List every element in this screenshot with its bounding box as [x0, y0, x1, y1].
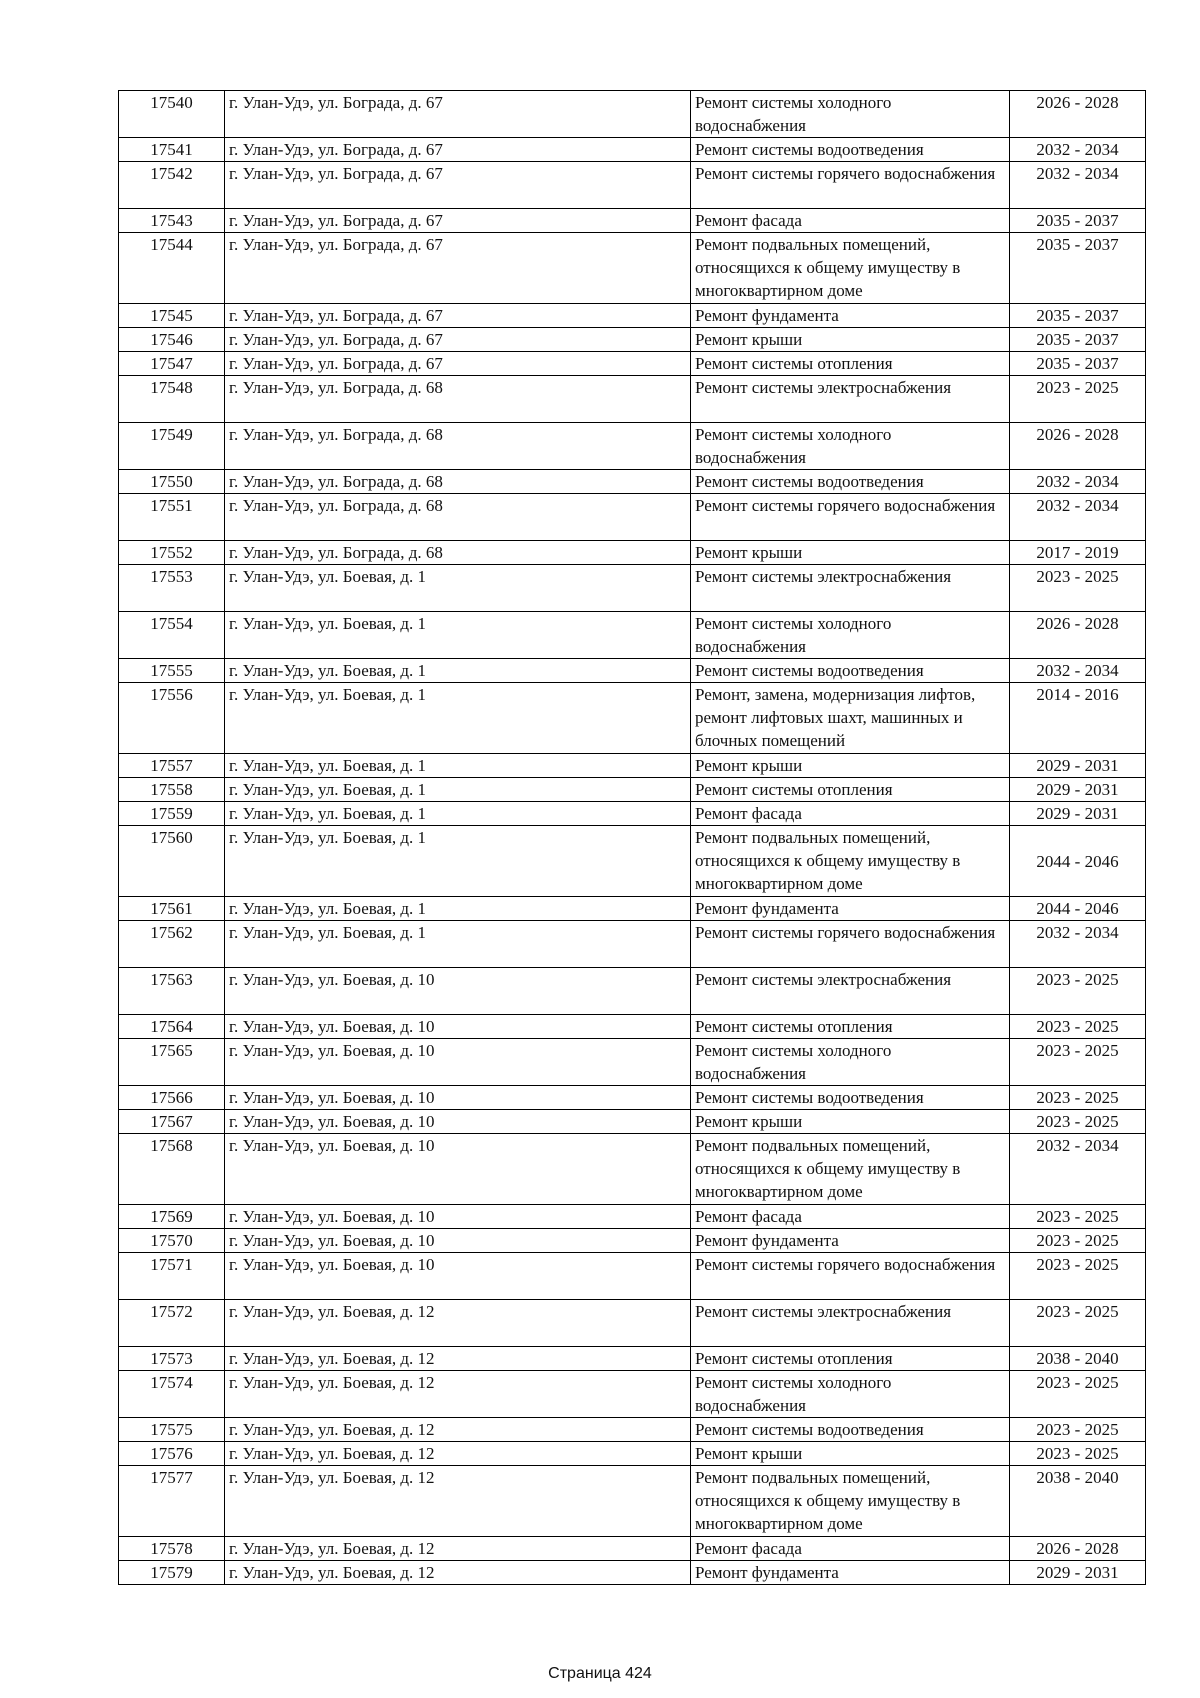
row-number: 17547 [119, 352, 225, 376]
row-number: 17541 [119, 138, 225, 162]
address-cell: г. Улан-Удэ, ул. Боевая, д. 10 [225, 968, 691, 1015]
table-row [119, 1205, 1146, 1229]
work-type-cell: Ремонт подвальных помещений, относящихся к общему имуществу в многоквартирном доме [691, 826, 1010, 897]
row-number: 17576 [119, 1442, 225, 1466]
table-row [119, 494, 1146, 541]
row-number: 17564 [119, 1015, 225, 1039]
repair-schedule-table [118, 90, 1146, 1585]
address-cell: г. Улан-Удэ, ул. Боевая, д. 10 [225, 1086, 691, 1110]
address-cell: г. Улан-Удэ, ул. Боевая, д. 10 [225, 1039, 691, 1086]
work-type-cell: Ремонт крыши [691, 1442, 1010, 1466]
row-number: 17566 [119, 1086, 225, 1110]
period-cell: 2023 - 2025 [1010, 376, 1146, 423]
address-cell: г. Улан-Удэ, ул. Боевая, д. 12 [225, 1347, 691, 1371]
row-number: 17551 [119, 494, 225, 541]
row-number: 17556 [119, 683, 225, 754]
address-cell: г. Улан-Удэ, ул. Боевая, д. 1 [225, 897, 691, 921]
work-type-cell: Ремонт системы водоотведения [691, 470, 1010, 494]
work-type-cell: Ремонт системы электроснабжения [691, 1300, 1010, 1347]
address-cell: г. Улан-Удэ, ул. Боевая, д. 12 [225, 1371, 691, 1418]
table-row [119, 1442, 1146, 1466]
address-cell: г. Улан-Удэ, ул. Боевая, д. 1 [225, 683, 691, 754]
period-cell: 2023 - 2025 [1010, 1205, 1146, 1229]
period-cell: 2032 - 2034 [1010, 494, 1146, 541]
table-row [119, 138, 1146, 162]
work-type-cell: Ремонт системы горячего водоснабжения [691, 1253, 1010, 1300]
work-type-cell: Ремонт подвальных помещений, относящихся к общему имуществу в многоквартирном доме [691, 1134, 1010, 1205]
address-cell: г. Улан-Удэ, ул. Боевая, д. 10 [225, 1134, 691, 1205]
period-cell: 2044 - 2046 [1010, 897, 1146, 921]
row-number: 17561 [119, 897, 225, 921]
work-type-cell: Ремонт фундамента [691, 1229, 1010, 1253]
row-number: 17544 [119, 233, 225, 304]
address-cell: г. Улан-Удэ, ул. Бограда, д. 68 [225, 494, 691, 541]
table-row [119, 1371, 1146, 1418]
table-row [119, 1015, 1146, 1039]
period-cell: 2026 - 2028 [1010, 423, 1146, 470]
table-row [119, 541, 1146, 565]
row-number: 17546 [119, 328, 225, 352]
period-cell: 2032 - 2034 [1010, 162, 1146, 209]
row-number: 17555 [119, 659, 225, 683]
row-number: 17548 [119, 376, 225, 423]
period-cell: 2035 - 2037 [1010, 328, 1146, 352]
period-cell: 2035 - 2037 [1010, 233, 1146, 304]
period-cell: 2029 - 2031 [1010, 754, 1146, 778]
table-row [119, 1229, 1146, 1253]
address-cell: г. Улан-Удэ, ул. Боевая, д. 10 [225, 1205, 691, 1229]
table-row [119, 376, 1146, 423]
work-type-cell: Ремонт крыши [691, 541, 1010, 565]
row-number: 17575 [119, 1418, 225, 1442]
address-cell: г. Улан-Удэ, ул. Бограда, д. 68 [225, 423, 691, 470]
table-row [119, 1086, 1146, 1110]
row-number: 17549 [119, 423, 225, 470]
address-cell: г. Улан-Удэ, ул. Боевая, д. 1 [225, 921, 691, 968]
period-cell: 2032 - 2034 [1010, 659, 1146, 683]
work-type-cell: Ремонт системы холодного водоснабжения [691, 423, 1010, 470]
table-row [119, 1418, 1146, 1442]
address-cell: г. Улан-Удэ, ул. Бограда, д. 67 [225, 209, 691, 233]
row-number: 17554 [119, 612, 225, 659]
address-cell: г. Улан-Удэ, ул. Боевая, д. 12 [225, 1537, 691, 1561]
table-row [119, 968, 1146, 1015]
work-type-cell: Ремонт фасада [691, 1537, 1010, 1561]
period-cell: 2023 - 2025 [1010, 1418, 1146, 1442]
period-cell: 2032 - 2034 [1010, 470, 1146, 494]
table-row [119, 352, 1146, 376]
address-cell: г. Улан-Удэ, ул. Боевая, д. 10 [225, 1229, 691, 1253]
table-row [119, 1253, 1146, 1300]
table-row [119, 328, 1146, 352]
work-type-cell: Ремонт подвальных помещений, относящихся к общему имуществу в многоквартирном доме [691, 233, 1010, 304]
work-type-cell: Ремонт фасада [691, 1205, 1010, 1229]
period-cell: 2023 - 2025 [1010, 1442, 1146, 1466]
table-body [119, 91, 1146, 1585]
address-cell: г. Улан-Удэ, ул. Бограда, д. 67 [225, 304, 691, 328]
address-cell: г. Улан-Удэ, ул. Боевая, д. 1 [225, 612, 691, 659]
work-type-cell: Ремонт крыши [691, 1110, 1010, 1134]
work-type-cell: Ремонт системы электроснабжения [691, 968, 1010, 1015]
address-cell: г. Улан-Удэ, ул. Боевая, д. 1 [225, 754, 691, 778]
address-cell: г. Улан-Удэ, ул. Боевая, д. 12 [225, 1300, 691, 1347]
row-number: 17570 [119, 1229, 225, 1253]
address-cell: г. Улан-Удэ, ул. Бограда, д. 68 [225, 541, 691, 565]
table-row [119, 1110, 1146, 1134]
work-type-cell: Ремонт фасада [691, 209, 1010, 233]
row-number: 17578 [119, 1537, 225, 1561]
table-row [119, 659, 1146, 683]
work-type-cell: Ремонт фундамента [691, 1561, 1010, 1585]
period-cell: 2029 - 2031 [1010, 1561, 1146, 1585]
address-cell: г. Улан-Удэ, ул. Боевая, д. 1 [225, 826, 691, 897]
work-type-cell: Ремонт крыши [691, 328, 1010, 352]
row-number: 17567 [119, 1110, 225, 1134]
work-type-cell: Ремонт системы отопления [691, 1347, 1010, 1371]
work-type-cell: Ремонт фасада [691, 802, 1010, 826]
row-number: 17542 [119, 162, 225, 209]
address-cell: г. Улан-Удэ, ул. Боевая, д. 1 [225, 778, 691, 802]
work-type-cell: Ремонт фундамента [691, 897, 1010, 921]
period-cell: 2023 - 2025 [1010, 1110, 1146, 1134]
period-cell: 2023 - 2025 [1010, 1039, 1146, 1086]
table-row [119, 1537, 1146, 1561]
address-cell: г. Улан-Удэ, ул. Бограда, д. 68 [225, 376, 691, 423]
period-cell: 2035 - 2037 [1010, 352, 1146, 376]
address-cell: г. Улан-Удэ, ул. Боевая, д. 12 [225, 1466, 691, 1537]
period-cell: 2026 - 2028 [1010, 1537, 1146, 1561]
address-cell: г. Улан-Удэ, ул. Боевая, д. 10 [225, 1253, 691, 1300]
address-cell: г. Улан-Удэ, ул. Бограда, д. 67 [225, 233, 691, 304]
period-cell: 2035 - 2037 [1010, 209, 1146, 233]
address-cell: г. Улан-Удэ, ул. Боевая, д. 12 [225, 1561, 691, 1585]
row-number: 17543 [119, 209, 225, 233]
work-type-cell: Ремонт системы водоотведения [691, 659, 1010, 683]
work-type-cell: Ремонт системы холодного водоснабжения [691, 1039, 1010, 1086]
work-type-cell: Ремонт системы электроснабжения [691, 565, 1010, 612]
period-cell: 2023 - 2025 [1010, 1015, 1146, 1039]
row-number: 17568 [119, 1134, 225, 1205]
table-row [119, 754, 1146, 778]
table-row [119, 1347, 1146, 1371]
table-row [119, 91, 1146, 138]
table-row [119, 921, 1146, 968]
row-number: 17545 [119, 304, 225, 328]
table-row [119, 1300, 1146, 1347]
period-cell: 2023 - 2025 [1010, 1229, 1146, 1253]
work-type-cell: Ремонт системы отопления [691, 778, 1010, 802]
row-number: 17553 [119, 565, 225, 612]
work-type-cell: Ремонт системы электроснабжения [691, 376, 1010, 423]
table-row [119, 162, 1146, 209]
table-row [119, 1134, 1146, 1205]
table-row [119, 612, 1146, 659]
table-row [119, 1466, 1146, 1537]
row-number: 17550 [119, 470, 225, 494]
row-number: 17565 [119, 1039, 225, 1086]
address-cell: г. Улан-Удэ, ул. Бограда, д. 68 [225, 470, 691, 494]
row-number: 17559 [119, 802, 225, 826]
work-type-cell: Ремонт системы отопления [691, 352, 1010, 376]
address-cell: г. Улан-Удэ, ул. Бограда, д. 67 [225, 162, 691, 209]
address-cell: г. Улан-Удэ, ул. Боевая, д. 1 [225, 659, 691, 683]
period-cell: 2035 - 2037 [1010, 304, 1146, 328]
row-number: 17579 [119, 1561, 225, 1585]
row-number: 17557 [119, 754, 225, 778]
work-type-cell: Ремонт системы водоотведения [691, 1086, 1010, 1110]
address-cell: г. Улан-Удэ, ул. Бограда, д. 67 [225, 352, 691, 376]
work-type-cell: Ремонт системы горячего водоснабжения [691, 494, 1010, 541]
page-number-footer: Страница 424 [548, 1665, 652, 1682]
table-row [119, 1039, 1146, 1086]
work-type-cell: Ремонт системы холодного водоснабжения [691, 1371, 1010, 1418]
period-cell: 2014 - 2016 [1010, 683, 1146, 754]
period-cell: 2029 - 2031 [1010, 802, 1146, 826]
address-cell: г. Улан-Удэ, ул. Бограда, д. 67 [225, 91, 691, 138]
table-row [119, 233, 1146, 304]
period-cell: 2023 - 2025 [1010, 1371, 1146, 1418]
period-cell: 2032 - 2034 [1010, 138, 1146, 162]
address-cell: г. Улан-Удэ, ул. Боевая, д. 12 [225, 1418, 691, 1442]
address-cell: г. Улан-Удэ, ул. Боевая, д. 10 [225, 1015, 691, 1039]
period-cell: 2026 - 2028 [1010, 91, 1146, 138]
period-cell: 2023 - 2025 [1010, 565, 1146, 612]
period-cell: 2038 - 2040 [1010, 1466, 1146, 1537]
period-cell: 2044 - 2046 [1010, 826, 1146, 897]
work-type-cell: Ремонт подвальных помещений, относящихся к общему имуществу в многоквартирном доме [691, 1466, 1010, 1537]
work-type-cell: Ремонт системы водоотведения [691, 1418, 1010, 1442]
period-cell: 2032 - 2034 [1010, 1134, 1146, 1205]
work-type-cell: Ремонт крыши [691, 754, 1010, 778]
row-number: 17574 [119, 1371, 225, 1418]
row-number: 17563 [119, 968, 225, 1015]
row-number: 17571 [119, 1253, 225, 1300]
period-cell: 2023 - 2025 [1010, 1086, 1146, 1110]
period-cell: 2023 - 2025 [1010, 968, 1146, 1015]
work-type-cell: Ремонт фундамента [691, 304, 1010, 328]
row-number: 17552 [119, 541, 225, 565]
table-row [119, 897, 1146, 921]
table-row [119, 565, 1146, 612]
period-cell: 2023 - 2025 [1010, 1253, 1146, 1300]
work-type-cell: Ремонт, замена, модернизация лифтов, ремонт лифтовых шахт, машинных и блочных помещений [691, 683, 1010, 754]
address-cell: г. Улан-Удэ, ул. Боевая, д. 1 [225, 802, 691, 826]
table-row [119, 209, 1146, 233]
row-number: 17572 [119, 1300, 225, 1347]
address-cell: г. Улан-Удэ, ул. Боевая, д. 1 [225, 565, 691, 612]
row-number: 17558 [119, 778, 225, 802]
address-cell: г. Улан-Удэ, ул. Боевая, д. 12 [225, 1442, 691, 1466]
period-cell: 2038 - 2040 [1010, 1347, 1146, 1371]
work-type-cell: Ремонт системы холодного водоснабжения [691, 612, 1010, 659]
work-type-cell: Ремонт системы холодного водоснабжения [691, 91, 1010, 138]
row-number: 17577 [119, 1466, 225, 1537]
work-type-cell: Ремонт системы отопления [691, 1015, 1010, 1039]
table-row [119, 304, 1146, 328]
period-cell: 2032 - 2034 [1010, 921, 1146, 968]
work-type-cell: Ремонт системы горячего водоснабжения [691, 162, 1010, 209]
period-cell: 2029 - 2031 [1010, 778, 1146, 802]
table-row [119, 802, 1146, 826]
period-cell: 2017 - 2019 [1010, 541, 1146, 565]
address-cell: г. Улан-Удэ, ул. Боевая, д. 10 [225, 1110, 691, 1134]
table-row [119, 826, 1146, 897]
table-row [119, 423, 1146, 470]
period-cell: 2023 - 2025 [1010, 1300, 1146, 1347]
address-cell: г. Улан-Удэ, ул. Бограда, д. 67 [225, 328, 691, 352]
work-type-cell: Ремонт системы горячего водоснабжения [691, 921, 1010, 968]
row-number: 17562 [119, 921, 225, 968]
period-cell: 2026 - 2028 [1010, 612, 1146, 659]
row-number: 17540 [119, 91, 225, 138]
work-type-cell: Ремонт системы водоотведения [691, 138, 1010, 162]
address-cell: г. Улан-Удэ, ул. Бограда, д. 67 [225, 138, 691, 162]
row-number: 17573 [119, 1347, 225, 1371]
table-row [119, 683, 1146, 754]
row-number: 17560 [119, 826, 225, 897]
table-row [119, 778, 1146, 802]
row-number: 17569 [119, 1205, 225, 1229]
table-row [119, 470, 1146, 494]
table-row [119, 1561, 1146, 1585]
